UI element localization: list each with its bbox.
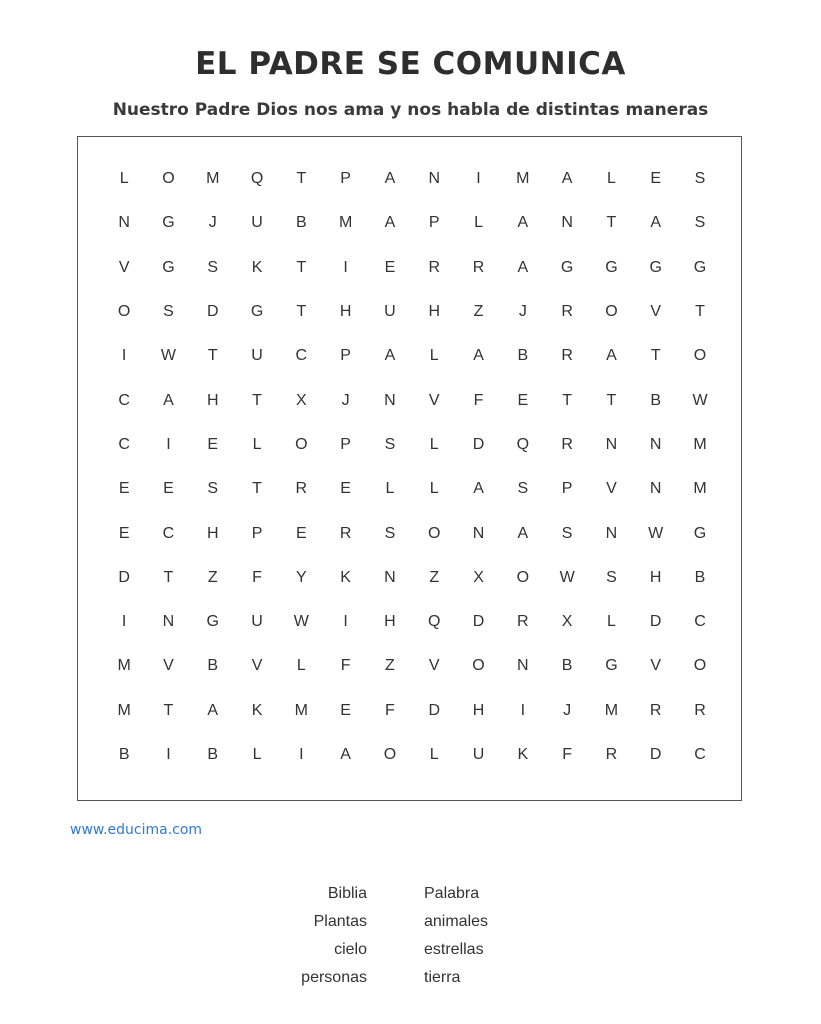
grid-letter[interactable]: E xyxy=(340,701,351,719)
grid-letter[interactable]: R xyxy=(561,303,573,321)
grid-letter[interactable]: H xyxy=(339,303,352,321)
grid-letter[interactable]: M xyxy=(604,701,619,719)
word-item: animales xyxy=(424,913,489,930)
grid-letter[interactable]: L xyxy=(606,170,616,188)
grid-letter[interactable]: A xyxy=(561,170,573,188)
website-link[interactable]: www.educima.com xyxy=(70,822,203,838)
grid-letter[interactable]: A xyxy=(517,214,529,232)
grid-letter[interactable]: B xyxy=(207,746,219,763)
grid-letter[interactable]: M xyxy=(693,435,707,453)
grid-letter[interactable]: R xyxy=(561,347,573,365)
grid-letter[interactable]: S xyxy=(517,480,529,498)
grid-letter[interactable]: T xyxy=(296,170,307,188)
grid-letter[interactable]: L xyxy=(429,347,439,365)
grid-letter[interactable]: F xyxy=(562,746,572,763)
grid-letter[interactable]: V xyxy=(650,303,662,321)
grid-letter[interactable]: R xyxy=(295,480,308,498)
grid-letter[interactable]: T xyxy=(252,391,262,409)
grid-letter[interactable]: L xyxy=(296,657,306,675)
grid-letter[interactable]: N xyxy=(118,214,130,232)
grid-letter[interactable]: Z xyxy=(473,303,484,321)
grid-letter[interactable]: I xyxy=(121,347,127,365)
grid-letter[interactable]: S xyxy=(207,258,219,276)
grid-letter[interactable]: T xyxy=(163,701,174,719)
grid-letter[interactable]: P xyxy=(561,480,573,498)
grid-letter[interactable]: N xyxy=(428,170,440,188)
grid-letter[interactable]: W xyxy=(160,347,176,365)
grid-letter[interactable]: P xyxy=(340,347,351,365)
grid-letter[interactable]: L xyxy=(429,435,439,453)
grid-letter[interactable]: G xyxy=(162,214,175,232)
grid-letter[interactable]: D xyxy=(649,746,662,763)
grid-letter[interactable]: F xyxy=(473,391,484,409)
grid-letter[interactable]: G xyxy=(605,258,618,276)
word-item: personas xyxy=(301,969,367,986)
grid-letter[interactable]: S xyxy=(384,435,396,453)
grid-letter[interactable]: V xyxy=(428,391,440,409)
grid-letter[interactable]: H xyxy=(206,524,219,542)
grid-letter[interactable]: E xyxy=(340,480,351,498)
word-item: cielo xyxy=(334,941,367,958)
grid-letter[interactable]: D xyxy=(118,568,130,586)
grid-letter[interactable]: R xyxy=(694,701,706,719)
grid-letter[interactable]: H xyxy=(649,568,662,586)
grid-letter[interactable]: N xyxy=(605,524,618,542)
grid-letter[interactable]: G xyxy=(560,258,574,276)
grid-letter[interactable]: T xyxy=(695,303,705,321)
grid-letter[interactable]: A xyxy=(384,170,396,188)
grid-letter[interactable]: N xyxy=(384,568,396,586)
grid-letter[interactable]: K xyxy=(251,258,263,276)
word-list-left-column xyxy=(301,884,367,996)
grid-letter[interactable]: K xyxy=(251,701,263,719)
grid-letter[interactable]: L xyxy=(119,170,129,188)
grid-letter[interactable]: I xyxy=(166,435,171,453)
grid-letter[interactable]: L xyxy=(429,480,439,498)
grid-letter[interactable]: A xyxy=(473,347,484,365)
grid-letter[interactable]: B xyxy=(694,568,706,586)
grid-letter[interactable]: A xyxy=(606,347,617,365)
grid-letter[interactable]: P xyxy=(428,214,440,232)
grid-letter[interactable]: C xyxy=(118,391,130,409)
grid-letter[interactable]: M xyxy=(117,657,131,675)
grid-letter[interactable]: T xyxy=(163,568,174,586)
grid-letter[interactable]: T xyxy=(606,391,617,409)
grid-letter[interactable]: U xyxy=(472,746,485,763)
word-search-frame xyxy=(77,136,742,801)
grid-letter[interactable]: C xyxy=(694,746,706,763)
grid-letter[interactable]: U xyxy=(251,347,263,365)
grid-letter[interactable]: O xyxy=(693,657,707,675)
grid-letter[interactable]: O xyxy=(295,435,308,453)
grid-letter[interactable]: J xyxy=(563,701,572,719)
grid-letter[interactable]: D xyxy=(428,701,440,719)
grid-letter[interactable]: M xyxy=(294,701,308,719)
grid-letter[interactable]: O xyxy=(605,303,618,321)
grid-letter[interactable]: M xyxy=(338,214,353,232)
grid-letter[interactable]: N xyxy=(605,435,618,453)
grid-letter[interactable]: P xyxy=(340,170,351,188)
grid-letter[interactable]: E xyxy=(384,258,396,276)
grid-letter[interactable]: F xyxy=(385,701,395,719)
grid-letter[interactable]: A xyxy=(473,480,484,498)
grid-letter[interactable]: T xyxy=(207,347,218,365)
grid-letter[interactable]: B xyxy=(650,391,662,409)
grid-letter[interactable]: G xyxy=(605,657,618,675)
grid-letter[interactable]: N xyxy=(162,613,175,631)
grid-letter[interactable]: M xyxy=(516,170,530,188)
grid-letter[interactable]: T xyxy=(296,303,307,321)
grid-letter[interactable]: J xyxy=(341,391,350,409)
grid-letter[interactable]: D xyxy=(206,303,219,321)
grid-letter[interactable]: L xyxy=(429,746,439,763)
grid-letter[interactable]: D xyxy=(649,613,662,631)
grid-letter[interactable]: I xyxy=(166,746,171,763)
grid-letter[interactable]: U xyxy=(251,613,263,631)
grid-letter[interactable]: R xyxy=(517,613,529,631)
grid-letter[interactable]: T xyxy=(562,391,572,409)
grid-letter[interactable]: T xyxy=(252,480,262,498)
grid-letter[interactable]: T xyxy=(296,258,307,276)
grid-letter[interactable]: W xyxy=(692,391,708,409)
grid-letter[interactable]: X xyxy=(473,568,484,586)
grid-letter[interactable]: F xyxy=(340,657,351,675)
grid-letter[interactable]: V xyxy=(428,657,440,675)
grid-letter[interactable]: O xyxy=(516,568,530,586)
grid-letter[interactable]: O xyxy=(162,170,175,188)
grid-letter[interactable]: N xyxy=(649,480,662,498)
grid-letter[interactable]: B xyxy=(207,657,219,675)
grid-letter[interactable]: G xyxy=(693,258,707,276)
grid-letter[interactable]: O xyxy=(383,746,397,763)
grid-letter[interactable]: R xyxy=(649,701,662,719)
grid-letter[interactable]: S xyxy=(384,524,396,542)
grid-letter[interactable]: O xyxy=(693,347,707,365)
grid-letter[interactable]: S xyxy=(561,524,573,542)
grid-letter[interactable]: O xyxy=(117,303,131,321)
word-list-right-column xyxy=(424,884,488,996)
grid-letter[interactable]: N xyxy=(649,435,662,453)
grid-letter[interactable]: M xyxy=(206,170,220,188)
grid-letter[interactable]: O xyxy=(472,657,485,675)
grid-letter[interactable]: V xyxy=(163,657,174,675)
grid-letter[interactable]: B xyxy=(517,347,529,365)
grid-letter[interactable]: N xyxy=(384,391,396,409)
grid-letter[interactable]: L xyxy=(385,480,395,498)
grid-letter[interactable]: R xyxy=(605,746,618,763)
grid-letter[interactable]: Q xyxy=(250,170,264,188)
grid-letter[interactable]: Q xyxy=(428,613,441,631)
grid-letter[interactable]: Z xyxy=(429,568,440,586)
grid-letter[interactable]: A xyxy=(384,214,396,232)
grid-letter[interactable]: E xyxy=(118,480,130,498)
grid-letter[interactable]: V xyxy=(118,258,130,276)
grid-letter[interactable]: N xyxy=(517,657,529,675)
grid-letter[interactable]: G xyxy=(206,613,219,631)
grid-letter[interactable]: W xyxy=(293,613,309,631)
grid-letter[interactable]: F xyxy=(252,568,262,586)
grid-letter[interactable]: U xyxy=(384,303,396,321)
grid-letter[interactable]: W xyxy=(559,568,575,586)
grid-letter[interactable]: I xyxy=(520,701,526,719)
grid-letter[interactable]: S xyxy=(694,214,706,232)
grid-letter[interactable]: S xyxy=(694,170,706,188)
grid-letter[interactable]: C xyxy=(694,613,706,631)
grid-letter[interactable]: R xyxy=(472,258,485,276)
grid-letter[interactable]: M xyxy=(693,480,707,498)
grid-letter[interactable]: Z xyxy=(385,657,395,675)
word-search-grid xyxy=(102,157,722,777)
grid-letter[interactable]: R xyxy=(561,435,573,453)
grid-letter[interactable]: X xyxy=(296,391,307,409)
grid-letter[interactable]: Y xyxy=(296,568,307,586)
grid-letter[interactable]: H xyxy=(428,303,440,321)
grid-letter[interactable]: N xyxy=(472,524,485,542)
grid-letter[interactable]: P xyxy=(251,524,263,542)
grid-letter[interactable]: S xyxy=(163,303,174,321)
page-title: EL PADRE SE COMUNICA xyxy=(195,46,626,82)
grid-letter[interactable]: H xyxy=(206,391,219,409)
grid-letter[interactable]: I xyxy=(343,613,348,631)
grid-letter[interactable]: A xyxy=(384,347,396,365)
grid-letter[interactable]: E xyxy=(207,435,219,453)
grid-letter[interactable]: A xyxy=(650,214,662,232)
grid-letter[interactable]: L xyxy=(474,214,483,232)
grid-letter[interactable]: L xyxy=(606,613,616,631)
grid-letter[interactable]: L xyxy=(252,746,262,763)
grid-letter[interactable]: L xyxy=(252,435,262,453)
grid-letter[interactable]: W xyxy=(648,524,664,542)
grid-letter[interactable]: I xyxy=(476,170,481,188)
grid-letter[interactable]: D xyxy=(472,435,485,453)
grid-letter[interactable]: K xyxy=(340,568,351,586)
word-item: Biblia xyxy=(327,885,367,902)
grid-letter[interactable]: I xyxy=(299,746,304,763)
grid-letter[interactable]: E xyxy=(517,391,529,409)
grid-letter[interactable]: N xyxy=(561,214,573,232)
grid-letter[interactable]: X xyxy=(561,613,573,631)
grid-letter[interactable]: I xyxy=(121,613,127,631)
word-item: tierra xyxy=(424,969,461,986)
grid-letter[interactable]: D xyxy=(472,613,485,631)
grid-letter[interactable]: T xyxy=(650,347,661,365)
grid-letter[interactable]: O xyxy=(428,524,441,542)
word-item: Palabra xyxy=(424,885,480,902)
page-subtitle: Nuestro Padre Dios nos ama y nos habla de distintas maneras xyxy=(112,100,709,120)
word-item: Plantas xyxy=(313,913,367,930)
grid-letter[interactable]: E xyxy=(650,170,662,188)
grid-letter[interactable]: Q xyxy=(516,435,530,453)
grid-letter[interactable]: A xyxy=(340,746,351,763)
grid-letter[interactable]: A xyxy=(207,701,219,719)
grid-letter[interactable]: E xyxy=(118,524,130,542)
grid-letter[interactable]: I xyxy=(343,258,348,276)
grid-letter[interactable]: V xyxy=(606,480,617,498)
grid-letter[interactable]: S xyxy=(606,568,617,586)
grid-letter[interactable]: A xyxy=(517,524,529,542)
grid-letter[interactable]: S xyxy=(207,480,219,498)
grid-letter[interactable]: C xyxy=(118,435,130,453)
grid-letter[interactable]: G xyxy=(250,303,264,321)
grid-letter[interactable]: C xyxy=(295,347,308,365)
grid-letter[interactable]: E xyxy=(296,524,307,542)
grid-letter[interactable]: Z xyxy=(207,568,218,586)
grid-letter[interactable]: G xyxy=(693,524,707,542)
grid-letter[interactable]: A xyxy=(163,391,174,409)
grid-letter[interactable]: E xyxy=(163,480,174,498)
grid-letter[interactable]: B xyxy=(561,657,573,675)
grid-letter[interactable]: M xyxy=(117,701,131,719)
grid-letter[interactable]: U xyxy=(251,214,263,232)
grid-letter[interactable]: V xyxy=(251,657,263,675)
grid-letter[interactable]: R xyxy=(339,524,352,542)
grid-letter[interactable]: J xyxy=(208,214,217,232)
grid-letter[interactable]: C xyxy=(162,524,175,542)
grid-letter[interactable]: A xyxy=(517,258,529,276)
grid-letter[interactable]: R xyxy=(428,258,440,276)
grid-letter[interactable]: P xyxy=(340,435,351,453)
word-item: estrellas xyxy=(424,941,484,958)
grid-letter[interactable]: B xyxy=(296,214,307,232)
grid-letter[interactable]: J xyxy=(518,303,527,321)
grid-letter[interactable]: T xyxy=(606,214,617,232)
grid-letter[interactable]: G xyxy=(162,258,175,276)
grid-letter[interactable]: K xyxy=(517,746,529,763)
grid-letter[interactable]: H xyxy=(472,701,485,719)
grid-letter[interactable]: V xyxy=(650,657,662,675)
grid-letter[interactable]: G xyxy=(649,258,662,276)
grid-letter[interactable]: B xyxy=(118,746,130,763)
grid-letter[interactable]: H xyxy=(384,613,396,631)
